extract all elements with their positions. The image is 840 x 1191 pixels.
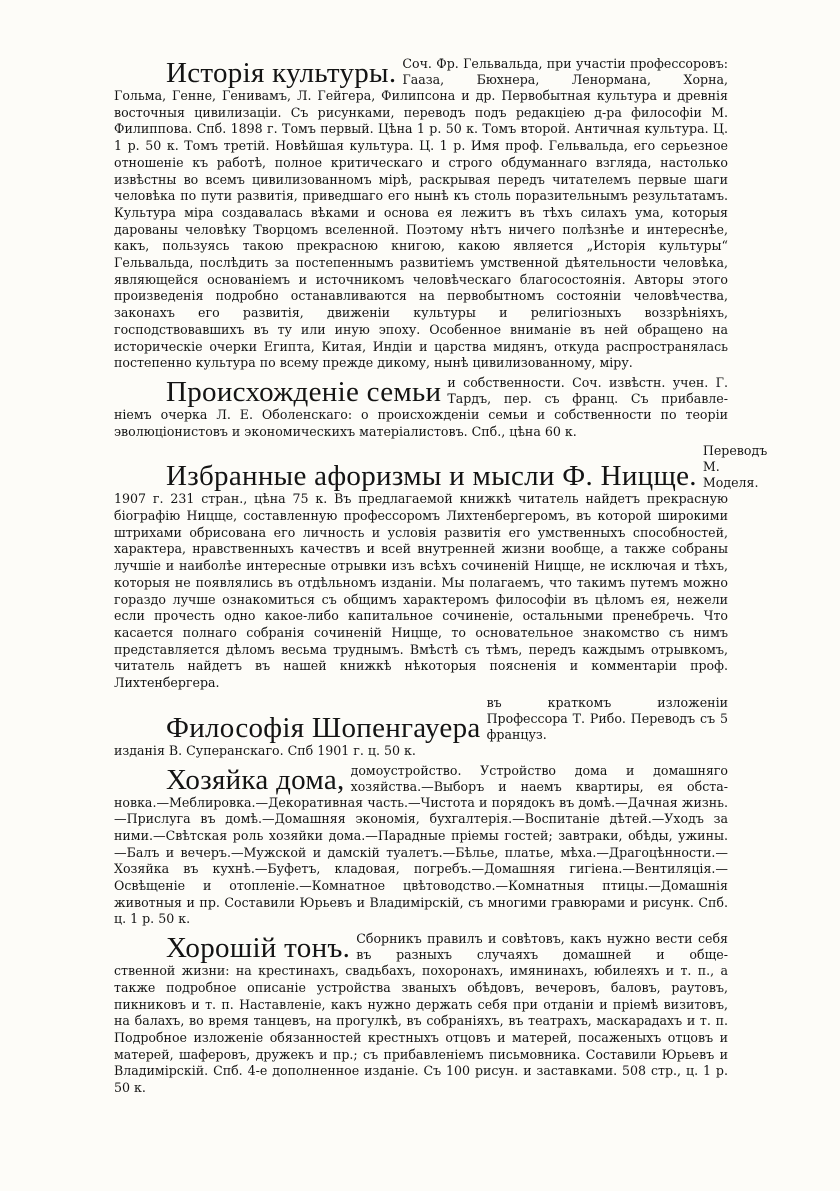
entry-head — [114, 375, 728, 407]
entry-title: Происхожденіе семьи — [166, 375, 442, 408]
entry-history-of-culture — [114, 56, 728, 372]
entry-nietzsche-aphorisms — [114, 443, 768, 691]
entry-note: домоустройство. Устройство дома и домашняго хозяйства.—Выборъ и наемъ квартиры, ея обста- — [350, 762, 728, 794]
entry-note: и собственности. Соч. извѣстн. учен. Г. Тардъ, пер. съ франц. Съ прибавле- — [447, 374, 728, 406]
entry-title: Хорошій тонъ. — [166, 932, 351, 965]
entry-title: Исторія культуры. — [166, 57, 397, 89]
entry-title: Избранные афоризмы и мысли Ф. Ницще. — [166, 460, 697, 493]
entry-body: Гольма, Генне, Генивамъ, Л. Гейгера, Филипсона и др. Первобытная культура и древнія восточныя цивилизаціи. Съ рисунками, переводъ подъ редакціею д-ра философіи М. Филиппова. Спб. 1898 г. Томъ первый. Цѣна 1 р. 50 к. Томъ второй. Античная культура. Ц. 1 р. 50 к. Томъ третій. Новѣйшая культура. Ц. 1 р. Имя проф. Гельвальда, его серьезное отношеніе къ работѣ, полное критическаго и строго обдуманнаго взгляда, настолько извѣстны во всемъ цивилизованномъ мірѣ, раскрывая передъ читателемъ первые шаги человѣка по пути развитія, приведшаго его нынѣ къ столь поразительнымъ результатамъ. Культура міра создавалась вѣками и основа ея лежитъ въ тѣхъ силахъ ума, которыя дарованы человѣку Творцомъ вселенной. Поэтому нѣтъ ничего полѣзнѣе и интереснѣе, какъ, пользуясь такою прекрасною книгою, какою является „Исторія культуры“ Гельвальда, послѣдить за постепеннымъ развитіемъ умственной дѣятельности человѣка, являющейся основаніемъ и источникомъ человѣческаго благосостоянія. Авторы этого произведенія подробно останавливаются на первобытномъ состояніи человѣчества, законахъ его развитія, движеніи культуры и религіозныхъ воззрѣніяхъ, господствовавшихъ въ ту или иную эпоху. Особенное вниманіе въ ней обращено на историческіе очерки Египта, Китая, Индіи и царства мидянъ, откуда распространялась постепенно культура по всему прежде дикому, нынѣ цивилизованному, міру. — [114, 88, 728, 371]
entry-note: Переводъ М. Моделя. — [702, 443, 768, 491]
entry-head — [114, 763, 728, 795]
entry-head — [114, 931, 728, 963]
entry-note: Соч. Фр. Гельвальда, при участіи профессоровъ: Гааза, Бюхнера, Ленормана, Хорна, — [402, 56, 728, 87]
entry-body: 1907 г. 231 стран., цѣна 75 к. Въ предлагаемой книжкѣ читатель найдетъ прекрасную біографію Ницще, составленную профессоромъ Лихтенбергеромъ, въ которой широкими штрихами обрисована его личность и условія развитія его умственныхъ способностей, характера, нравственныхъ качествъ и всей внутренней жизни вообще, а также собраны лучшіе и наиболѣе интересные отрывки изъ всѣхъ сочиненій Ницще, не исключая и тѣхъ, которыя не появлялись въ отдѣльномъ изданіи. Мы полагаемъ, что такимъ путемъ можно гораздо лучше ознакомиться съ общимъ характеромъ философіи въ цѣломъ ея, нежели если прочесть одно какое-либо капитальное сочиненіе, остальными пренебречь. Что касается полнаго собранія сочиненій Ницще, то основательное знакомство съ нимъ представляется дѣломъ весьма труднымъ. Вмѣстѣ съ тѣмъ, передъ каждымъ отрывкомъ, читатель найдетъ въ нашей книжкѣ нѣкоторыя поясненія и комментаріи проф. Лихтенбергера. — [114, 491, 728, 691]
entry-body: изданія В. Суперанскаго. Спб 1901 г. ц. 50 к. — [114, 742, 416, 758]
entry-body: ніемъ очерка Л. Е. Оболенскаго: о происхожденіи семьи и собственности по теоріи эволюціонистовъ и экономическихъ матеріалистовъ. Спб., цѣна 60 к. — [114, 406, 728, 439]
entry-note: въ краткомъ изложеніи Профессора Т. Рибо. Переводъ съ 5 француз. — [486, 694, 728, 742]
entry-origin-of-family — [114, 375, 728, 440]
entry-good-manners — [114, 931, 728, 1097]
entry-head — [114, 695, 728, 743]
entry-schopenhauer — [114, 695, 728, 760]
entry-body: новка.—Меблировка.—Декоративная часть.—Чистота и порядокъ въ домѣ.—Дачная жизнь.—Прислуга въ домѣ.—Домашняя экономія, бухгалтерія.—Воспитаніе дѣтей.—Уходъ за ними.—Свѣтская роль хозяйки дома.—Парадные пріемы гостей; завтраки, обѣды, ужины.—Балъ и вечеръ.—Мужской и дамскій туалетъ.—Бѣлье, платье, мѣха.—Драгоцѣнности.—Хозяйка въ кухнѣ.—Буфетъ, кладовая, погребъ.—Домашняя гигіена.—Вентиляція.—Освѣщеніе и отопленіе.—Комнатное цвѣтоводство.—Комнатныя птицы.—Домашнія животныя и пр. Составили Юрьевъ и Владимірскій, съ многими гравюрами и рисунк. Спб. ц. 1 р. 50 к. — [114, 794, 728, 927]
entry-head — [114, 443, 768, 493]
entry-title: Философія Шопенгауера — [166, 711, 481, 744]
entry-head — [114, 56, 728, 88]
entry-title: Хозяйка дома, — [166, 763, 345, 796]
entry-housewife — [114, 763, 728, 929]
entry-body: ственной жизни: на крестинахъ, свадьбахъ, похоронахъ, имянинахъ, юбилеяхъ и т. п., а также подробное описаніе устройства званыхъ обѣдовъ, вечеровъ, баловъ, раутовъ, пикниковъ и т. п. Наставленіе, какъ нужно держать себя при отданіи и пріемѣ визитовъ, на балахъ, во время танцевъ, на прогулкѣ, въ собраніяхъ, въ театрахъ, маскарадахъ и т. п. Подробное изложеніе обязанностей крестныхъ отцовъ и матерей, посаженыхъ отцовъ и матерей, шаферовъ, дружекъ и пр.; съ прибавленіемъ письмовника. Составили Юрьевъ и Владимірскій. Спб. 4-е дополненное изданіе. Съ 100 рисун. и заставками. 508 стр., ц. 1 р. 50 к. — [114, 963, 728, 1096]
entry-note: Сборникъ правилъ и совѣтовъ, какъ нужно вести себя въ разныхъ случаяхъ домашней и обще- — [356, 931, 728, 963]
